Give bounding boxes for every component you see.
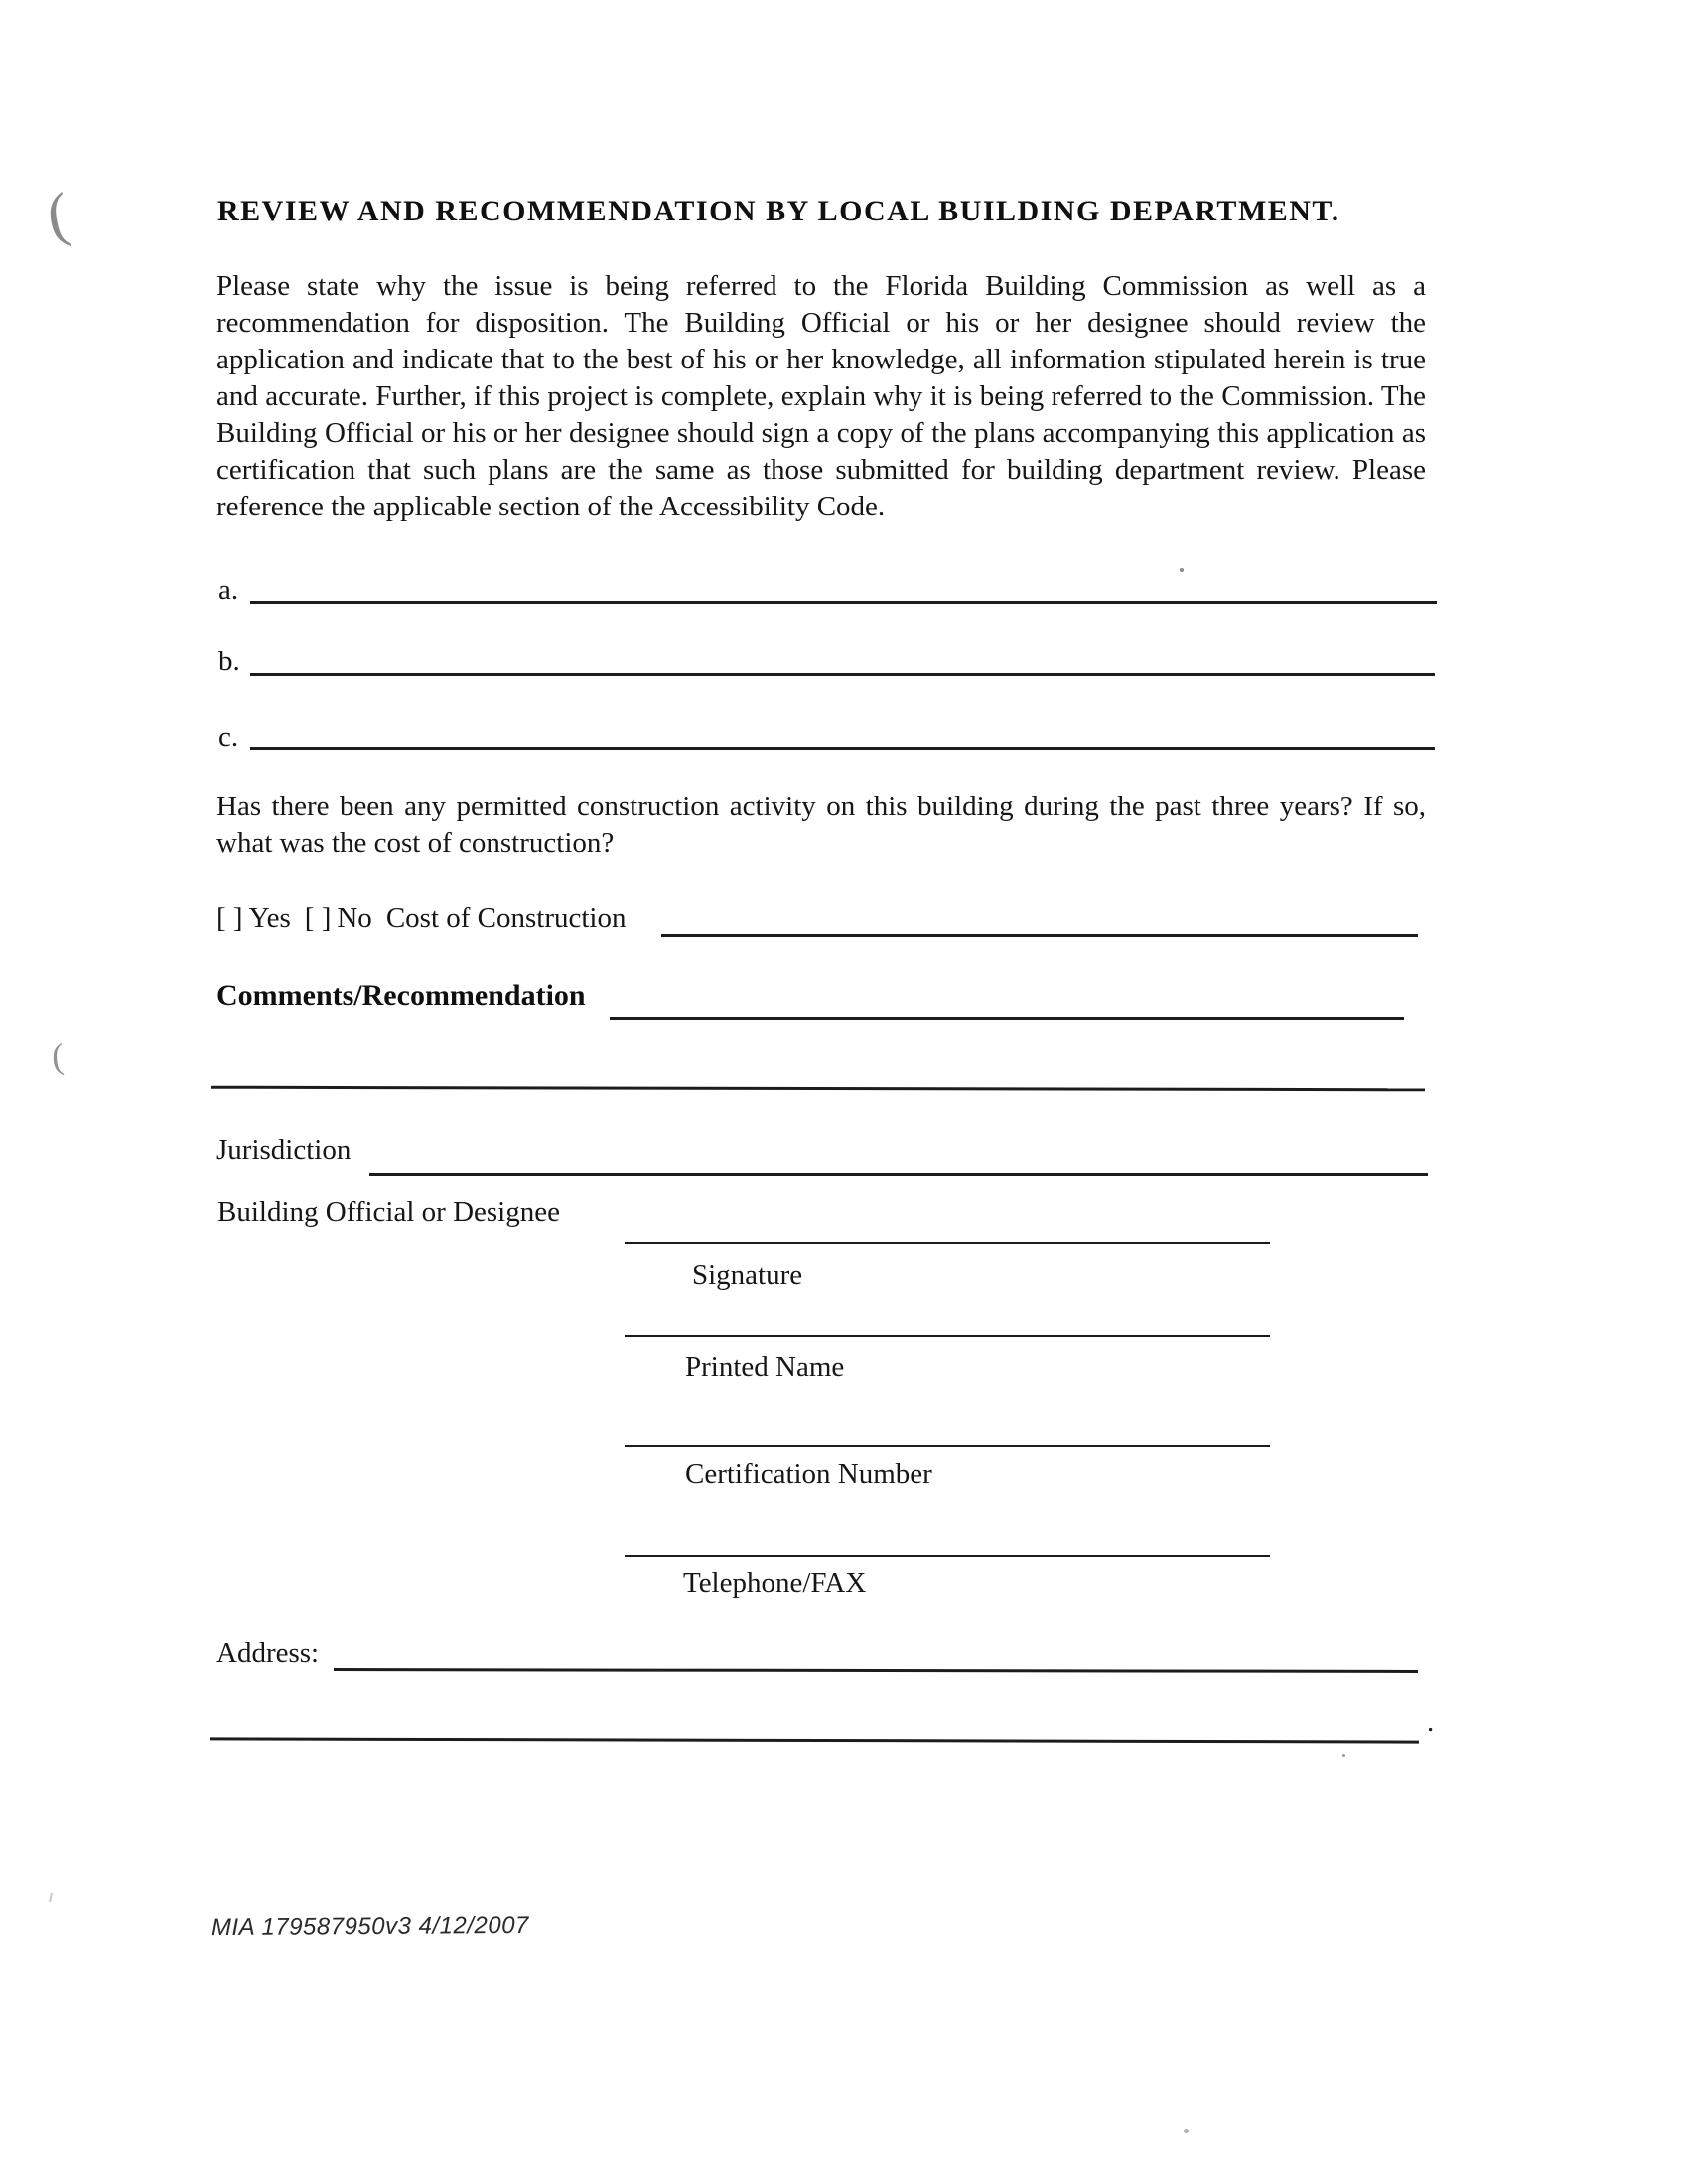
document-reference-footer: MIA 179587950v3 4/12/2007: [211, 1911, 529, 1942]
signature-label: Signature: [692, 1259, 803, 1291]
scan-speck: [1184, 2129, 1189, 2133]
intro-paragraph: Please state why the issue is being referred to the Florida Building Commission as well as a recommendation for disposition. The Building Official or his or her designee should review the application and indicate that to the best of his or her knowledge, all information stipulated herein is true and accurate. Further, if this project is complete, explain why it is being referred to the Commission. The Building Official or his or her designee should sign a copy of the plans accompanying this application as certification that such plans are the same as those submitted for building department review. Please reference the applicable section of the Accessibility Code.: [216, 270, 1426, 522]
scan-speck: [1342, 1754, 1345, 1757]
scan-artifact-parenthesis-large: (: [42, 180, 74, 251]
fill-line-address-2[interactable]: [210, 1737, 1419, 1743]
fill-line-certification-number[interactable]: [625, 1445, 1270, 1447]
address-label: Address:: [216, 1637, 320, 1669]
cost-of-construction-label: Cost of Construction: [385, 902, 627, 934]
list-item-label-c: c.: [218, 721, 239, 753]
fill-line-signature[interactable]: [625, 1242, 1270, 1244]
fill-line-a[interactable]: [250, 601, 1437, 604]
fill-line-jurisdiction[interactable]: [369, 1173, 1428, 1176]
scan-speck: [49, 1893, 53, 1902]
fill-line-printed-name[interactable]: [625, 1335, 1270, 1337]
cost-of-construction-row: [216, 902, 626, 935]
checkbox-no[interactable]: [ ]: [304, 902, 332, 934]
fill-line-comments-2[interactable]: [211, 1086, 1425, 1092]
certification-number-label: Certification Number: [685, 1458, 932, 1490]
telephone-fax-label: Telephone/FAX: [683, 1567, 867, 1599]
list-item-label-a: a.: [218, 574, 239, 606]
building-official-label: Building Official or Designee: [217, 1196, 560, 1228]
construction-question: Has there been any permitted construction activity on this building during the past three years? If so, what was the cost of construction?: [216, 791, 1426, 859]
jurisdiction-label: Jurisdiction: [216, 1134, 352, 1166]
scan-speck: [1180, 568, 1184, 572]
trailing-period: .: [1427, 1706, 1435, 1738]
fill-line-address-1[interactable]: [334, 1668, 1418, 1673]
checkbox-no-label: No: [337, 902, 372, 934]
printed-name-label: Printed Name: [685, 1351, 845, 1383]
page-title: REVIEW AND RECOMMENDATION BY LOCAL BUILDING DEPARTMENT.: [217, 195, 1340, 227]
comments-recommendation-label: Comments/Recommendation: [216, 979, 586, 1012]
fill-line-comments-1[interactable]: [610, 1017, 1404, 1020]
fill-line-cost-of-construction[interactable]: [661, 934, 1418, 937]
fill-line-telephone-fax[interactable]: [625, 1555, 1270, 1557]
fill-line-b[interactable]: [250, 673, 1435, 676]
checkbox-yes-label: Yes: [248, 902, 291, 934]
scan-artifact-parenthesis-small: (: [50, 1035, 66, 1077]
fill-line-c[interactable]: [250, 747, 1435, 750]
checkbox-yes[interactable]: [ ]: [216, 902, 243, 934]
list-item-label-b: b.: [218, 646, 240, 677]
